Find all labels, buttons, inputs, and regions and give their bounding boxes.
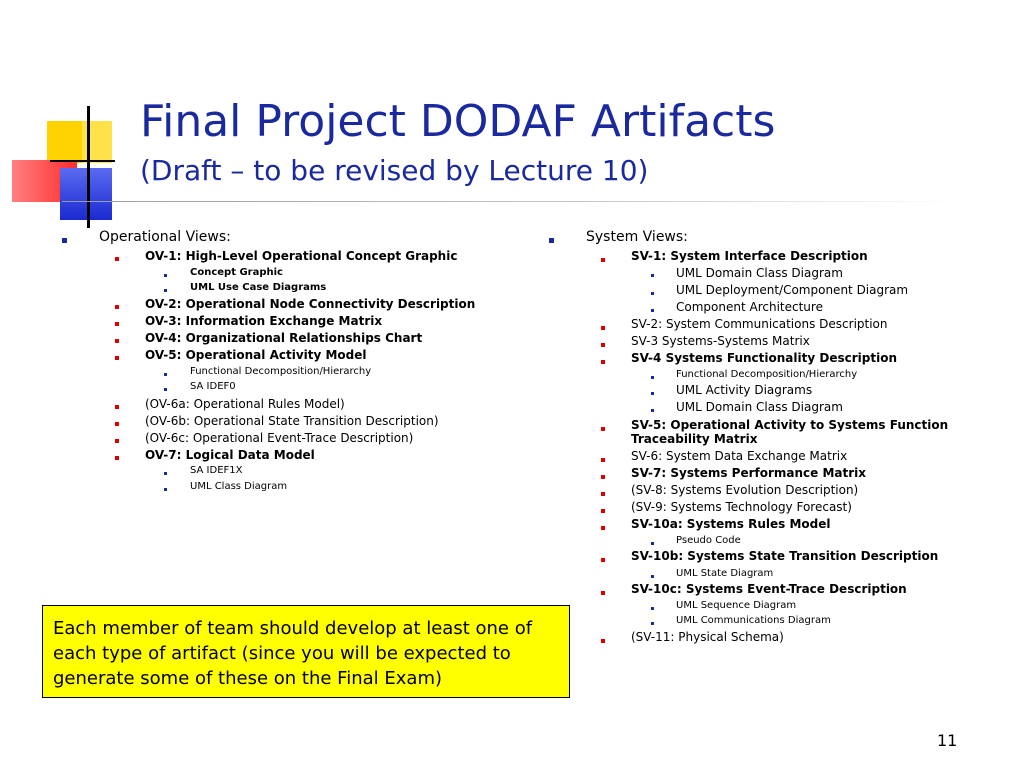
list-item-ov-1: OV-1: High-Level Operational Concept Graphic bbox=[145, 249, 458, 263]
list-item-sv-5: SV-5: Operational Activity to Systems Function bbox=[631, 418, 949, 432]
bullet-icon bbox=[115, 405, 119, 409]
bullet-icon bbox=[601, 526, 605, 530]
note-text: Each member of team should develop at least one of each type of artifact (since you will be expected to generate some of these on the Final Exam) bbox=[53, 618, 533, 689]
bullet-icon bbox=[651, 376, 654, 379]
list-item-uml-use-case: UML Use Case Diagrams bbox=[190, 282, 327, 293]
bullet-icon bbox=[115, 257, 119, 261]
list-item-uml-class-diagram: UML Class Diagram bbox=[190, 481, 288, 492]
list-item-sv-1: SV-1: System Interface Description bbox=[631, 249, 868, 263]
bullet-icon bbox=[115, 356, 119, 360]
slide-title: Final Project DODAF Artifacts bbox=[140, 96, 776, 147]
list-item-uml-communications: UML Communications Diagram bbox=[676, 615, 831, 626]
bullet-icon bbox=[651, 292, 654, 295]
bullet-icon bbox=[601, 458, 605, 462]
bullet-icon bbox=[115, 439, 119, 443]
bullet-icon bbox=[651, 309, 654, 312]
list-item-sv-4: SV-4 Systems Functionality Description bbox=[631, 351, 897, 365]
bullet-icon bbox=[601, 639, 605, 643]
bullet-icon bbox=[601, 492, 605, 496]
list-item-sv-10c: SV-10c: Systems Event-Trace Description bbox=[631, 582, 907, 596]
bullet-icon bbox=[62, 238, 67, 243]
bullet-icon bbox=[164, 289, 167, 292]
list-item-concept-graphic: Concept Graphic bbox=[190, 267, 283, 278]
list-item-ov-2: OV-2: Operational Node Connectivity Description bbox=[145, 297, 476, 311]
list-item-sv-6: SV-6: System Data Exchange Matrix bbox=[631, 449, 848, 463]
bullet-icon bbox=[164, 388, 167, 391]
list-item-component-architecture: Component Architecture bbox=[676, 300, 823, 314]
list-item-ov-7: OV-7: Logical Data Model bbox=[145, 448, 315, 462]
list-item-sv-10a: SV-10a: Systems Rules Model bbox=[631, 517, 831, 531]
bullet-icon bbox=[115, 305, 119, 309]
list-item-sv-8: (SV-8: Systems Evolution Description) bbox=[631, 483, 859, 497]
bullet-icon bbox=[115, 456, 119, 460]
bullet-icon bbox=[164, 373, 167, 376]
list-item-sv4-functional-decomposition: Functional Decomposition/Hierarchy bbox=[676, 369, 858, 380]
list-item-uml-sequence: UML Sequence Diagram bbox=[676, 600, 797, 611]
bullet-icon bbox=[601, 558, 605, 562]
list-item-ov-6c: (OV-6c: Operational Event-Trace Description) bbox=[145, 431, 414, 445]
list-item-sv-10b: SV-10b: Systems State Transition Description bbox=[631, 549, 939, 563]
list-item-sv-11: (SV-11: Physical Schema) bbox=[631, 630, 784, 644]
bullet-icon bbox=[601, 475, 605, 479]
list-item-sv-5-line2: Traceability Matrix bbox=[631, 432, 758, 446]
bullet-icon bbox=[651, 409, 654, 412]
list-item-sv-2: SV-2: System Communications Description bbox=[631, 317, 888, 331]
slide-subtitle: (Draft – to be revised by Lecture 10) bbox=[140, 154, 649, 187]
list-item-sv4-uml-domain-class: UML Domain Class Diagram bbox=[676, 400, 843, 414]
bullet-icon bbox=[651, 274, 654, 277]
title-divider bbox=[62, 201, 962, 202]
bullet-icon bbox=[601, 427, 605, 431]
list-item-ov-3: OV-3: Information Exchange Matrix bbox=[145, 314, 383, 328]
list-item-ov-5: OV-5: Operational Activity Model bbox=[145, 348, 367, 362]
bullet-icon bbox=[651, 575, 654, 578]
bullet-icon bbox=[164, 488, 167, 491]
list-item-sv-3: SV-3 Systems-Systems Matrix bbox=[631, 334, 810, 348]
bullet-icon bbox=[549, 238, 554, 243]
list-item-sv-7: SV-7: Systems Performance Matrix bbox=[631, 466, 867, 480]
bullet-icon bbox=[651, 607, 654, 610]
decorative-yellow-square bbox=[47, 121, 83, 163]
note-callout bbox=[42, 605, 570, 698]
bullet-icon bbox=[601, 360, 605, 364]
system-views-heading: System Views: bbox=[586, 229, 688, 245]
list-item-uml-deployment: UML Deployment/Component Diagram bbox=[676, 283, 909, 297]
bullet-icon bbox=[164, 274, 167, 277]
bullet-icon bbox=[601, 591, 605, 595]
bullet-icon bbox=[115, 322, 119, 326]
bullet-icon bbox=[115, 339, 119, 343]
decorative-vertical-line bbox=[87, 106, 90, 228]
list-item-uml-activity: UML Activity Diagrams bbox=[676, 383, 813, 397]
page-number: 11 bbox=[937, 731, 958, 750]
bullet-icon bbox=[651, 542, 654, 545]
list-item-ov-6b: (OV-6b: Operational State Transition Description) bbox=[145, 414, 439, 428]
bullet-icon bbox=[601, 509, 605, 513]
bullet-icon bbox=[115, 422, 119, 426]
list-item-sa-idef1x: SA IDEF1X bbox=[190, 465, 243, 476]
bullet-icon bbox=[601, 258, 605, 262]
operational-views-heading: Operational Views: bbox=[99, 229, 231, 245]
list-item-uml-domain-class: UML Domain Class Diagram bbox=[676, 266, 843, 280]
bullet-icon bbox=[601, 343, 605, 347]
list-item-uml-state: UML State Diagram bbox=[676, 568, 774, 579]
list-item-sv-9: (SV-9: Systems Technology Forecast) bbox=[631, 500, 852, 514]
decorative-blue-square bbox=[60, 168, 112, 220]
list-item-sa-idef0: SA IDEF0 bbox=[190, 381, 236, 392]
bullet-icon bbox=[651, 392, 654, 395]
list-item-ov-6a: (OV-6a: Operational Rules Model) bbox=[145, 397, 345, 411]
bullet-icon bbox=[164, 472, 167, 475]
list-item-functional-decomposition: Functional Decomposition/Hierarchy bbox=[190, 366, 372, 377]
bullet-icon bbox=[651, 622, 654, 625]
decorative-horizontal-line bbox=[50, 160, 115, 162]
list-item-pseudo-code: Pseudo Code bbox=[676, 535, 741, 546]
bullet-icon bbox=[601, 326, 605, 330]
list-item-ov-4: OV-4: Organizational Relationships Chart bbox=[145, 331, 423, 345]
